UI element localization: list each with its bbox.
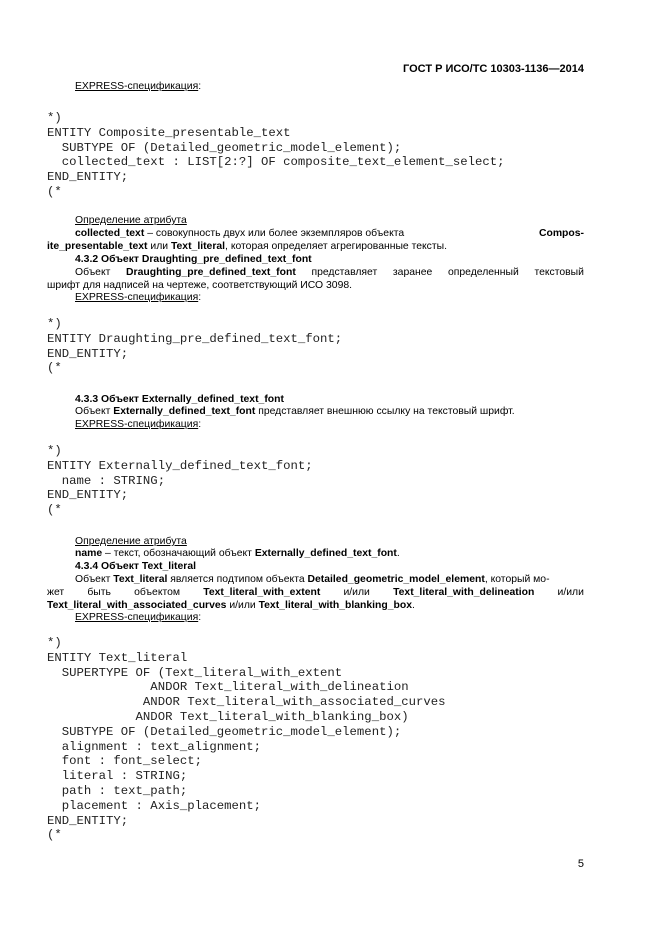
section-heading-4-3-3: 4.3.3 Объект Externally_defined_text_font [75,394,284,405]
code-text-literal: *) ENTITY Text_literal SUPERTYPE OF (Text_literal_with_extent ANDOR Text_literal_with_delineation ANDOR Text_literal_with_associated_curves ANDOR Text_literal_with_blanking_box) SUBTYPE OF (Detailed_geometric_model_element); alignment : text_alignment; font : font_select; literal : STRING; path : text_path; placement : Axis_placement; END_ENTITY; (* [47,636,446,843]
code-draughting-pre-defined-text-font: *) ENTITY Draughting_pre_defined_text_font; END_ENTITY; (* [47,317,343,376]
paragraph-draughting-font: Объект Draughting_pre_defined_text_font представляет заранее определенный текстовый шрифт для надписей на чертеже, соответствующий ИСО 3098. [47,267,584,291]
paragraph-externally-defined-font: Объект Externally_defined_text_font представляет внешнюю ссылку на текстовый шрифт. [75,406,515,417]
attribute-definition-label: Определение атрибута [75,215,187,226]
code-externally-defined-text-font: *) ENTITY Externally_defined_text_font; name : STRING; END_ENTITY; (* [47,444,313,518]
document-header: ГОСТ Р ИСО/ТС 10303-1136—2014 [403,63,584,75]
express-spec-label: EXPRESS-спецификация: [75,419,202,430]
paragraph-collected-text: collected_text – совокупность двух или более экземпляров объекта Compos- ite_presentable_text или Text_literal, которая определяет агрегированные тексты. [47,228,584,252]
section-heading-4-3-2: 4.3.2 Объект Draughting_pre_defined_text_font [75,254,312,265]
section-heading-4-3-4: 4.3.4 Объект Text_literal [75,561,196,572]
express-spec-label: EXPRESS-спецификация: [75,292,202,303]
page-number: 5 [577,858,584,870]
express-spec-label: EXPRESS-спецификация: [75,612,202,623]
paragraph-name-attribute: name – текст, обозначающий объект Externally_defined_text_font. [75,548,400,559]
paragraph-text-literal: Объект Text_literal является подтипом объекта Detailed_geometric_model_element, который мо- жет быть объектом Text_literal_with_extent и/или Text_literal_with_delineation и/или Text_literal_with_associated_curves и/или Text_literal_with_blanking_box. [47,574,584,611]
attribute-definition-label: Определение атрибута [75,536,187,547]
express-spec-label: EXPRESS-спецификация: [75,81,202,92]
code-composite-presentable-text: *) ENTITY Composite_presentable_text SUBTYPE OF (Detailed_geometric_model_element); collected_text : LIST[2:?] OF composite_text_element_select; END_ENTITY; (* [47,111,505,199]
